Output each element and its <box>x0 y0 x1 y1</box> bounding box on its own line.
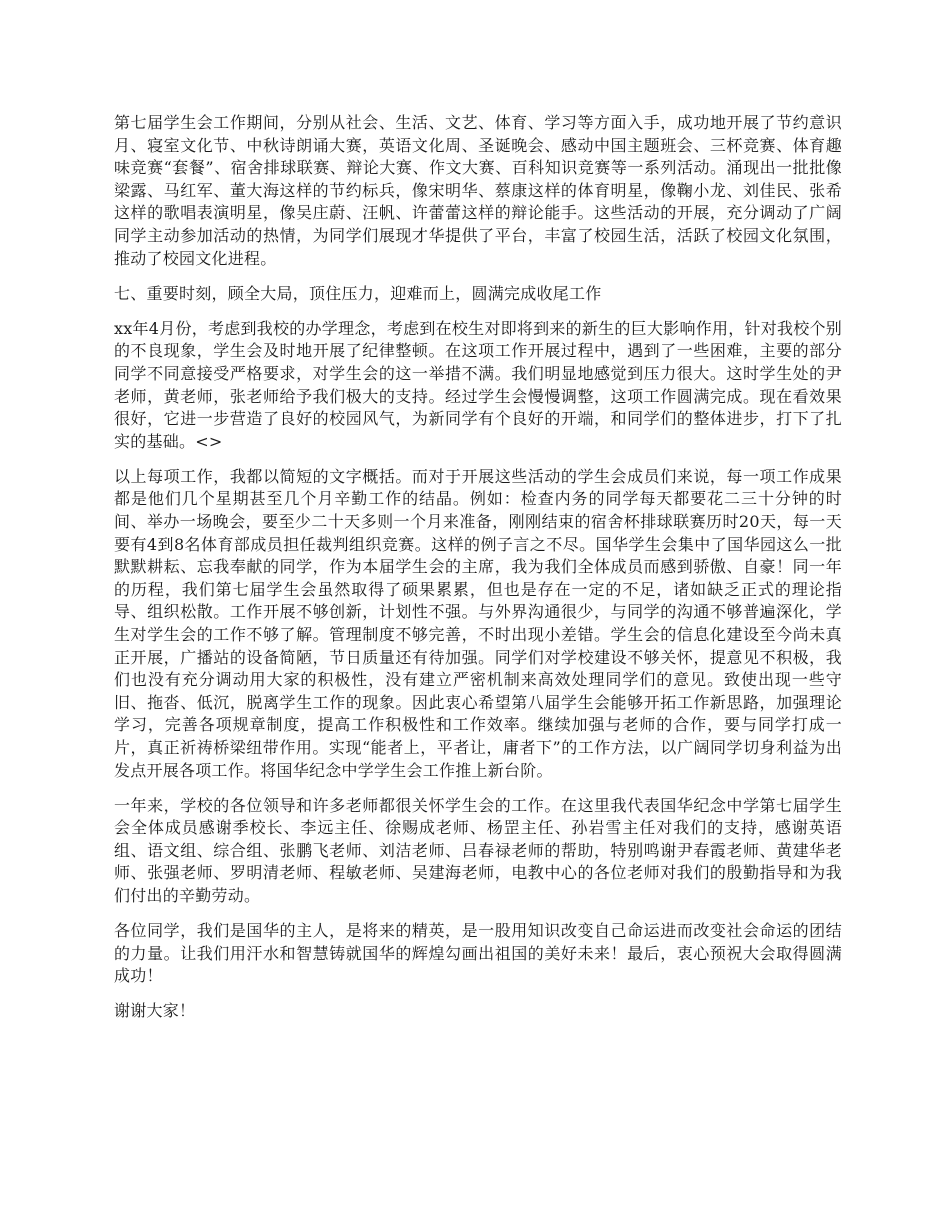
section-heading-seven: 七、重要时刻，顾全大局，顶住压力，迎难而上，圆满完成收尾工作 <box>114 283 602 303</box>
paragraph-final-thanks: 谢谢大家！ <box>114 1001 196 1021</box>
paragraph-thanks: 一年来，学校的各位领导和许多老师都很关怀学生会的工作。在这里我代表国华纪念中学第七届学生会全体成员感谢季校长、李远主任、徐赐成老师、杨罡主任、孙岩雪主任对我们的支持，感谢英语组、语文组、综合组、张鹏飞老师、刘洁老师、吕春禄老师的帮助，特别鸣谢尹春霞老师、黄建华老师、张强老师、罗明清老师、程敏老师、吴建海老师，电教中心的各位老师对我们的殷勤指导和为我们付出的辛勤劳动。 <box>114 795 842 905</box>
paragraph-closing: 各位同学，我们是国华的主人，是将来的精英，是一股用知识改变自己命运进而改变社会命运的团结的力量。让我们用汗水和智慧铸就国华的辉煌勾画出祖国的美好未来！最后，衷心预祝大会取得圆满成功！ <box>114 921 842 986</box>
paragraph-summary: 以上每项工作，我都以简短的文字概括。而对于开展这些活动的学生会成员们来说，每一项工作成果都是他们几个星期甚至几个月辛勤工作的结晶。例如：检查内务的同学每天都要花二三十分钟的时间、举办一场晚会，要至少二十天多则一个月来准备，刚刚结束的宿舍杯排球联赛历时20天，每一天要有4到8名体育部成员担任裁判组织竞赛。这样的例子言之不尽。国华学生会集中了国华园这么一批默默耕耘、忘我奉献的同学，作为本届学生会的主席，我为我们全体成员而感到骄傲、自豪！同一年的历程，我们第七届学生会虽然取得了硕果累累，但也是存在一定的不足，诸如缺乏正式的理论指导、组织松散。工作开展不够创新，计划性不强。与外界沟通很少，与同学的沟通不够普遍深化，学生对学生会的工作不够了解。管理制度不够完善，不时出现小差错。学生会的信息化建设至今尚未真正开展，广播站的设备简陋，节日质量还有待加强。同学们对学校建设不够关怀，提意见不积极，我们也没有充分调动用大家的积极性，没有建立严密机制来高效处理同学们的意见。致使出现一些守旧、拖沓、低沉，脱离学生工作的现象。因此衷心希望第八届学生会能够开拓工作新思路，加强理论学习，完善各项规章制度，提高工作积极性和工作效率。继续加强与老师的合作，要与同学打成一片，真正祈祷桥梁纽带作用。实现“能者上，平者让，庸者下”的工作方法，以广阔同学切身利益为出发点开展各项工作。将国华纪念中学学生会工作推上新台阶。 <box>114 466 842 780</box>
document-body <box>114 112 842 1035</box>
paragraph-discipline: xx年4月份，考虑到我校的办学理念，考虑到在校生对即将到来的新生的巨大影响作用，针对我校个别的不良现象，学生会及时地开展了纪律整顿。在这项工作开展过程中，遇到了一些困难，主要的部分同学不同意接受严格要求，对学生会的这一举措不满。我们明显地感觉到压力很大。这时学生处的尹老师，黄老师，张老师给予我们极大的支持。经过学生会慢慢调整，这项工作圆满完成。现在看效果很好，它进一步营造了良好的校园风气，为新同学有个良好的开端，和同学们的整体进步，打下了扎实的基础。<> <box>114 318 842 451</box>
paragraph-activities: 第七届学生会工作期间，分别从社会、生活、文艺、体育、学习等方面入手，成功地开展了节约意识月、寝室文化节、中秋诗朗诵大赛，英语文化周、圣诞晚会、感动中国主题班会、三杯竞赛、体育趣味竞赛“套餐”、宿舍排球联赛、辩论大赛、作文大赛、百科知识竞赛等一系列活动。涌现出一批批像梁露、马红军、董大海这样的节约标兵，像宋明华、蔡康这样的体育明星，像鞠小龙、刘佳民、张希这样的歌唱表演明星，像吴庄蔚、汪帆、许蕾蕾这样的辩论能手。这些活动的开展，充分调动了广阔同学主动参加活动的热情，为同学们展现才华提供了平台，丰富了校园生活，活跃了校园文化氛围，推动了校园文化进程。 <box>114 113 842 268</box>
